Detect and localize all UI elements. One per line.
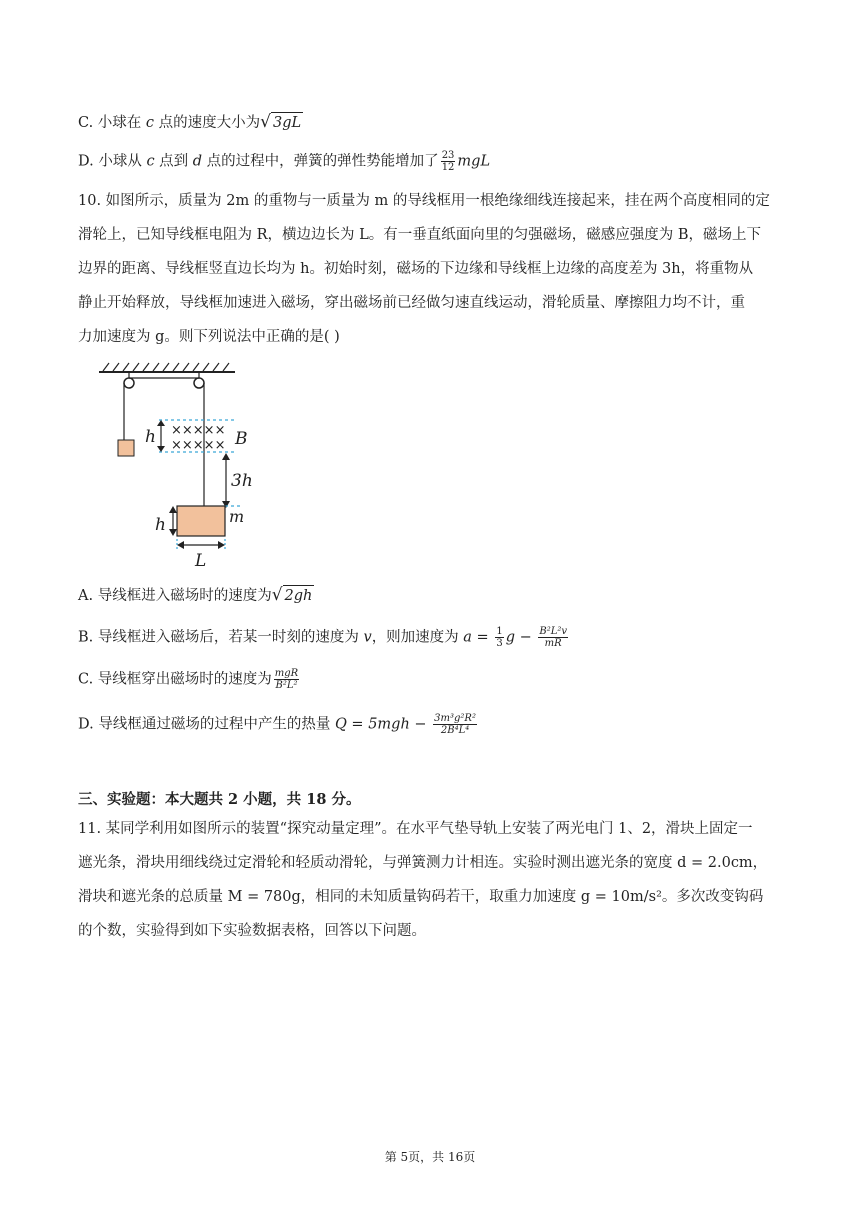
q11-stem-line: 的个数，实验得到如下实验数据表格，回答以下问题。 xyxy=(78,923,426,939)
q10-optd-fraction xyxy=(433,713,477,736)
q11-stem-line: 11. 某同学利用如图所示的装置“探究动量定理”。在水平气垫导轨上安装了两光电门 1、2，滑块上固定一 xyxy=(78,821,753,837)
q11-stem-line: 滑块和遮光条的总质量 M = 780g，相同的未知质量钩码若干，取重力加速度 g = 10m/s²。多次改变钩码 xyxy=(78,889,764,905)
q9-option-d[interactable] xyxy=(78,150,490,173)
label-h-top: h xyxy=(145,427,156,447)
q9-optd-mid2: 点的过程中，弹簧的弹性势能增加了 xyxy=(202,153,439,170)
field-crosses-row2: ××××× xyxy=(171,438,226,453)
q10-optb-prefix: B. 导线框进入磁场后，若某一时刻的速度为 xyxy=(78,629,364,646)
q9-optc-sqrt: 3gL xyxy=(271,112,303,133)
q10-optb-fraction1 xyxy=(495,626,503,649)
q9-optd-tail: mgL xyxy=(457,153,491,170)
q9-optd-fraction xyxy=(441,150,456,173)
weight-block xyxy=(118,440,134,456)
q10-opta-prefix: A. 导线框进入磁场时的速度为 xyxy=(78,588,272,604)
q10-stem-line: 力加速度为 g。则下列说法中正确的是( ) xyxy=(78,329,340,345)
q10-option-d[interactable] xyxy=(78,713,479,736)
q10-stem-line: 滑轮上，已知导线框电阻为 R，横边边长为 L。有一垂直纸面向里的匀强磁场，磁感应强度为 B，磁场上下 xyxy=(78,227,762,243)
q9-optd-var1: c xyxy=(146,153,155,170)
q10-option-a[interactable] xyxy=(78,585,314,606)
pulley-diagram xyxy=(95,358,255,572)
ceiling-hatch xyxy=(103,363,229,371)
q11-stem xyxy=(78,812,782,948)
label-B: B xyxy=(235,429,248,449)
q9-optc-var: c xyxy=(145,115,155,131)
q10-option-c[interactable] xyxy=(78,668,301,691)
q10-option-b[interactable] xyxy=(78,626,570,649)
q9-optd-var2: d xyxy=(192,153,203,170)
q10-stem-line: 10. 如图所示，质量为 2m 的重物与一质量为 m 的导线框用一根绝缘细线连接起来，挂在两个高度相同的定 xyxy=(78,193,770,209)
field-crosses-row1: ××××× xyxy=(171,423,226,438)
pulley-right-icon xyxy=(194,378,204,388)
q10-stem xyxy=(78,184,782,354)
q10-optb-lhs: a = xyxy=(463,629,494,646)
q10-optd-expr: Q = 5mgh − xyxy=(334,716,432,733)
q10-optc-prefix: C. 导线框穿出磁场时的速度为 xyxy=(78,671,272,688)
label-3h: 3h xyxy=(231,471,253,491)
pulley-left-icon xyxy=(124,378,134,388)
q9-optc-mid: 点的速度大小为 xyxy=(154,115,261,131)
label-h-bottom: h xyxy=(155,515,166,535)
fraction-denominator: 12 xyxy=(441,162,455,173)
q9-optd-mid1: 点到 xyxy=(154,153,193,170)
q9-option-c[interactable] xyxy=(78,112,303,133)
fraction-denominator: 2B⁴L⁴ xyxy=(440,725,470,736)
q10-figure xyxy=(95,358,255,572)
fraction-numerator: mgR xyxy=(274,668,299,679)
q10-stem-line: 静止开始释放，导线框加速进入磁场，穿出磁场前已经做匀速直线运动，滑轮质量、摩擦阻力均不计，重 xyxy=(78,295,745,311)
q10-optb-fraction2 xyxy=(538,626,568,649)
q10-optb-var: v xyxy=(363,629,372,646)
fraction-denominator: B²L² xyxy=(275,680,298,691)
label-m: m xyxy=(229,507,245,526)
sqrt-icon: √ xyxy=(271,585,283,605)
wire-frame xyxy=(177,506,225,536)
fraction-denominator: 3 xyxy=(496,638,503,649)
page-footer: 第 5页，共 16页 xyxy=(384,1150,476,1164)
q9-optd-prefix: D. 小球从 xyxy=(78,153,147,170)
q10-optb-g: g − xyxy=(505,629,537,646)
fraction-numerator: 3m³g²R² xyxy=(434,713,476,724)
fraction-numerator: B²L²v xyxy=(539,626,567,637)
fraction-denominator: mR xyxy=(544,638,562,649)
label-L: L xyxy=(195,551,207,571)
sqrt-icon: √ xyxy=(260,112,271,132)
q9-optc-prefix: C. 小球在 xyxy=(78,115,146,131)
q10-optc-fraction xyxy=(274,668,299,691)
fraction-numerator: 23 xyxy=(441,150,455,161)
fraction-numerator: 1 xyxy=(496,626,503,637)
section-3-heading: 三、实验题：本大题共 2 小题，共 18 分。 xyxy=(78,791,361,808)
q10-stem-line: 边界的距离、导线框竖直边长均为 h。初始时刻，磁场的下边缘和导线框上边缘的高度差为 3h，将重物从 xyxy=(78,261,754,277)
q10-optd-prefix: D. 导线框通过磁场的过程中产生的热量 xyxy=(78,716,335,733)
q10-optb-mid: ，则加速度为 xyxy=(371,629,464,646)
q10-opta-sqrt: 2gh xyxy=(283,585,315,606)
q11-stem-line: 遮光条，滑块用细线绕过定滑轮和轻质动滑轮，与弹簧测力计相连。实验时测出遮光条的宽度 d = 2.0cm， xyxy=(78,855,768,871)
